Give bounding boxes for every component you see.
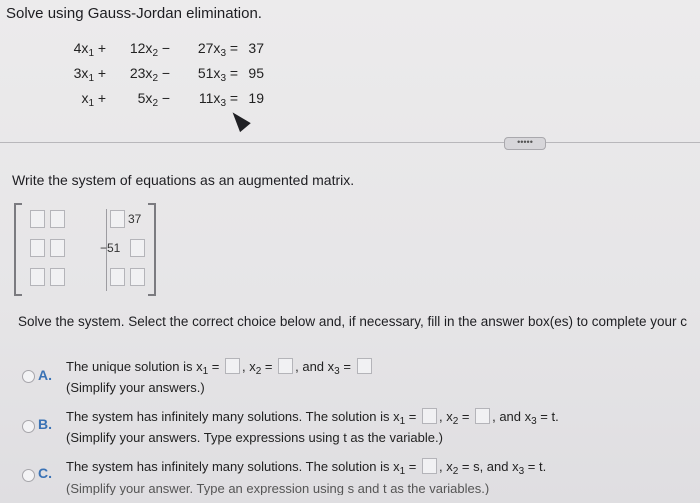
matrix-cell-r2c2[interactable] [50, 239, 65, 257]
coef-term: 23x [129, 65, 153, 81]
choice-c-radio[interactable] [22, 469, 35, 482]
rhs-value: 95 [248, 65, 264, 81]
matrix-cell-r3c1[interactable] [30, 268, 45, 286]
equals-sign: = [229, 65, 239, 81]
rhs-value: 19 [248, 90, 264, 106]
coef-term: 27x [197, 40, 221, 56]
operator: + [97, 90, 107, 106]
mouse-pointer-icon [227, 108, 251, 132]
choice-c-text: The system has infinitely many solutions. The solution is $x_1$ = , $x_2 = s$, and $x_3 = t$. [66, 459, 547, 477]
choice-a-letter: A. [38, 367, 52, 383]
matrix-cell-r1c3[interactable] [110, 210, 125, 228]
answer-box-x3[interactable] [357, 358, 372, 374]
coef-term: 5x [137, 90, 153, 106]
equation-row-3: $x_1$ + $5x_2$ − $11x_3$ = 19 [40, 86, 264, 111]
coef-term: 11x [198, 90, 221, 106]
choice-b-text: The system has infinitely many solutions. The solution is $x_1$ = , $x_2$ = , and $x_3 = t$. [66, 409, 559, 427]
matrix-prompt: Write the system of equations as an augmented matrix. [12, 172, 355, 188]
page-title: Solve using Gauss-Jordan elimination. [6, 5, 262, 22]
answer-box-x1[interactable] [225, 358, 240, 374]
choice-c-hint: (Simplify your answer. Type an expression using s and t as the variables.) [66, 481, 490, 495]
choice-c-letter: C. [38, 465, 52, 481]
matrix-cell-r1c1[interactable] [30, 210, 45, 228]
matrix-value-r1c4: 37 [128, 212, 142, 226]
rhs-value: 37 [248, 40, 264, 56]
matrix-cell-r1c2[interactable] [50, 210, 65, 228]
equation-system [40, 36, 264, 111]
coef-term: 3x [73, 65, 89, 81]
operator: − [161, 90, 171, 106]
answer-box-x2[interactable] [278, 358, 293, 374]
equation-row-1: $4x_1$ + $12x_2$ − $27x_3$ = 37 [40, 36, 264, 61]
coef-term: 4x [73, 40, 89, 56]
section-divider [0, 142, 700, 143]
choice-b-letter: B. [38, 416, 52, 432]
matrix-cell-r2c4[interactable] [130, 239, 145, 257]
augmented-matrix [14, 203, 156, 296]
equation-row-2: $3x_1$ + $23x_2$ − $51x_3$ = 95 [40, 61, 264, 86]
matrix-cell-r3c4[interactable] [130, 268, 145, 286]
coef-term: 51x [197, 65, 221, 81]
matrix-cell-r3c3[interactable] [110, 268, 125, 286]
answer-box-x1[interactable] [422, 408, 437, 424]
answer-box-x2[interactable] [475, 408, 490, 424]
choice-a-text: The unique solution is $x_1$ = , $x_2$ = , and $x_3$ = [66, 358, 374, 377]
equals-sign: = [229, 40, 239, 56]
operator: − [161, 40, 171, 56]
equals-sign: = [229, 90, 239, 106]
coef-term: x [81, 90, 89, 106]
choice-b-hint: (Simplify your answers. Type expressions using t as the variable.) [66, 430, 443, 445]
choice-a-hint: (Simplify your answers.) [66, 380, 205, 395]
operator: − [161, 65, 171, 81]
answer-box-x1[interactable] [422, 458, 437, 474]
more-options-button[interactable]: ••••• [504, 137, 546, 150]
choice-a-radio[interactable] [22, 370, 35, 383]
matrix-cell-r2c1[interactable] [30, 239, 45, 257]
matrix-cell-r3c2[interactable] [50, 268, 65, 286]
operator: + [97, 40, 107, 56]
coef-term: 12x [129, 40, 153, 56]
solve-prompt: Solve the system. Select the correct choice below and, if necessary, fill in the answer box(es) to complete your c [18, 314, 688, 329]
choice-b-radio[interactable] [22, 420, 35, 433]
matrix-value-r2c3: −51 [100, 241, 121, 255]
operator: + [97, 65, 107, 81]
